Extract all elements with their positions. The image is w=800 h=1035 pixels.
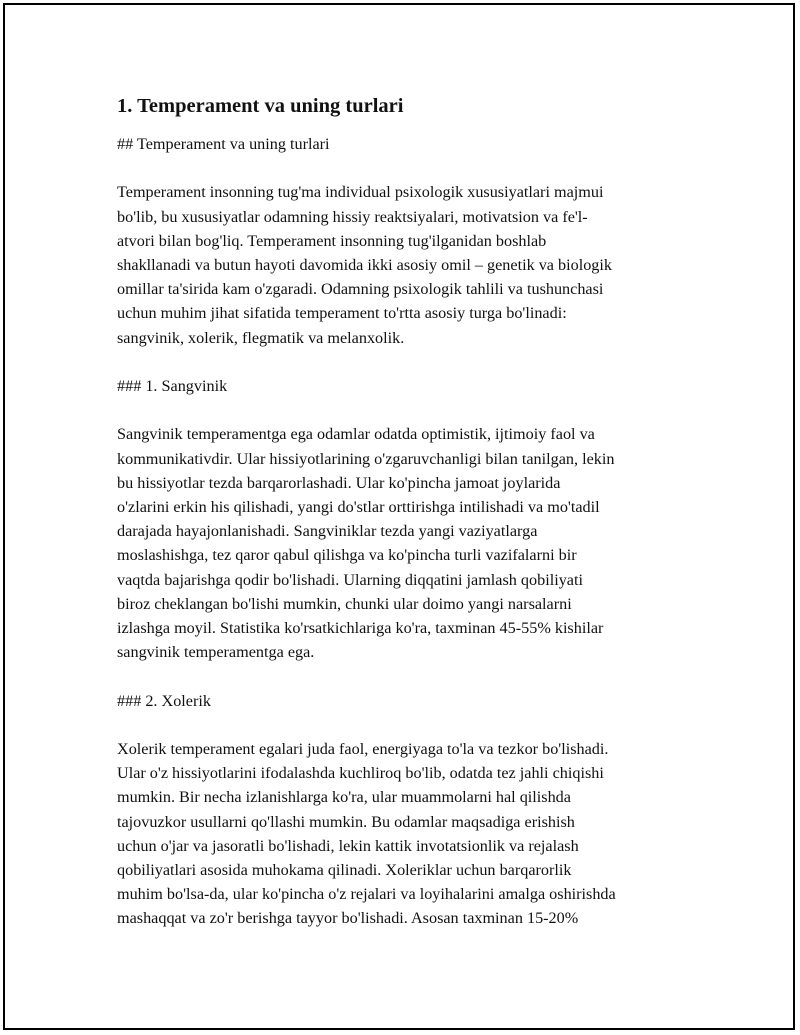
text-line: tajovuzkor usullarni qo'llashi mumkin. Bu odamlar maqsadiga erishish [117, 812, 575, 831]
text-line: sangvinik temperamentga ega. [117, 643, 315, 662]
text-line: uchun o'jar va jasoratli bo'lishadi, lekin kattik invotatsionlik va rejalash [117, 836, 579, 855]
intro-paragraph [117, 180, 692, 349]
text-line: darajada hayajonlanishadi. Sangviniklar tezda yangi vaziyatlarga [117, 522, 538, 541]
text-line: ## Temperament va uning turlari [117, 135, 330, 153]
markdown-heading-h2 [117, 132, 692, 156]
xolerik-paragraph [117, 737, 692, 931]
text-line: Sangvinik temperamentga ega odamlar odatda optimistik, ijtimoiy faol va [117, 425, 595, 444]
document-body [117, 92, 692, 931]
text-line: Ular o'z hissiyotlarini ifodalashda kuchliroq bo'lib, odatda tez jahli chiqishi [117, 764, 604, 783]
sangvinik-paragraph [117, 422, 692, 664]
text-line: qobiliyatlari asosida muhokama qilinadi. Xoleriklar uchun barqarorlik [117, 861, 572, 880]
text-line: bu hissiyotlar tezda barqarorlashadi. Ular ko'pincha jamoat joylarida [117, 473, 561, 492]
text-line: uchun muhim jihat sifatida temperament to'rtta asosiy turga bo'linadi: [117, 304, 567, 323]
text-line: Temperament insonning tug'ma individual psixologik xususiyatlari majmui [117, 183, 604, 202]
text-line: mashaqqat va zo'r berishga tayyor bo'lishadi. Asosan taxminan 15-20% [117, 909, 579, 928]
text-line: vaqtda bajarishga qodir bo'lishadi. Ularning diqqatini jamlash qobiliyati [117, 570, 583, 589]
text-line: mumkin. Bir necha izlanishlarga ko'ra, ular muammolarni hal qilishda [117, 788, 571, 807]
text-line: ### 1. Sangvinik [117, 377, 228, 395]
text-line: moslashishga, tez qaror qabul qilishga va ko'pincha turli vazifalarni bir [117, 546, 577, 565]
text-line: ### 2. Xolerik [117, 691, 211, 710]
text-line: o'zlarini erkin his qilishadi, yangi do'stlar orttirishga intilishadi va mo'tadil [117, 498, 600, 516]
text-line: omillar ta'sirida kam o'zgaradi. Odamning psixologik tahlili va tushunchasi [117, 280, 604, 299]
markdown-heading-sangvinik [117, 374, 692, 398]
markdown-heading-xolerik [117, 689, 692, 713]
document-title: 1. Temperament va uning turlari [117, 95, 404, 117]
text-line: atvori bilan bog'liq. Temperament insonning tug'ilganidan boshlab [117, 231, 547, 250]
text-line: kommunikativdir. Ular hissiyotlarining o'zgaruvchanligi bilan tanilgan, lekin [117, 449, 615, 468]
text-line: muhim bo'lsa-da, ular ko'pincha o'z rejalari va loyihalarini amalga oshirishda [117, 885, 616, 904]
text-line: bo'lib, bu xususiyatlar odamning hissiy reaktsiyalari, motivatsion va fe'l- [117, 207, 588, 226]
text-line: shakllanadi va butun hayoti davomida ikki asosiy omil – genetik va biologik [117, 256, 612, 274]
text-line: biroz cheklangan bo'lishi mumkin, chunki ular doimo yangi narsalarni [117, 594, 572, 613]
text-line: sangvinik, xolerik, flegmatik va melanxolik. [117, 328, 405, 347]
text-line: izlashga moyil. Statistika ko'rsatkichlariga ko'ra, taxminan 45-55% kishilar [117, 619, 604, 638]
text-line: Xolerik temperament egalari juda faol, energiyaga to'la va tezkor bo'lishadi. [117, 740, 609, 758]
